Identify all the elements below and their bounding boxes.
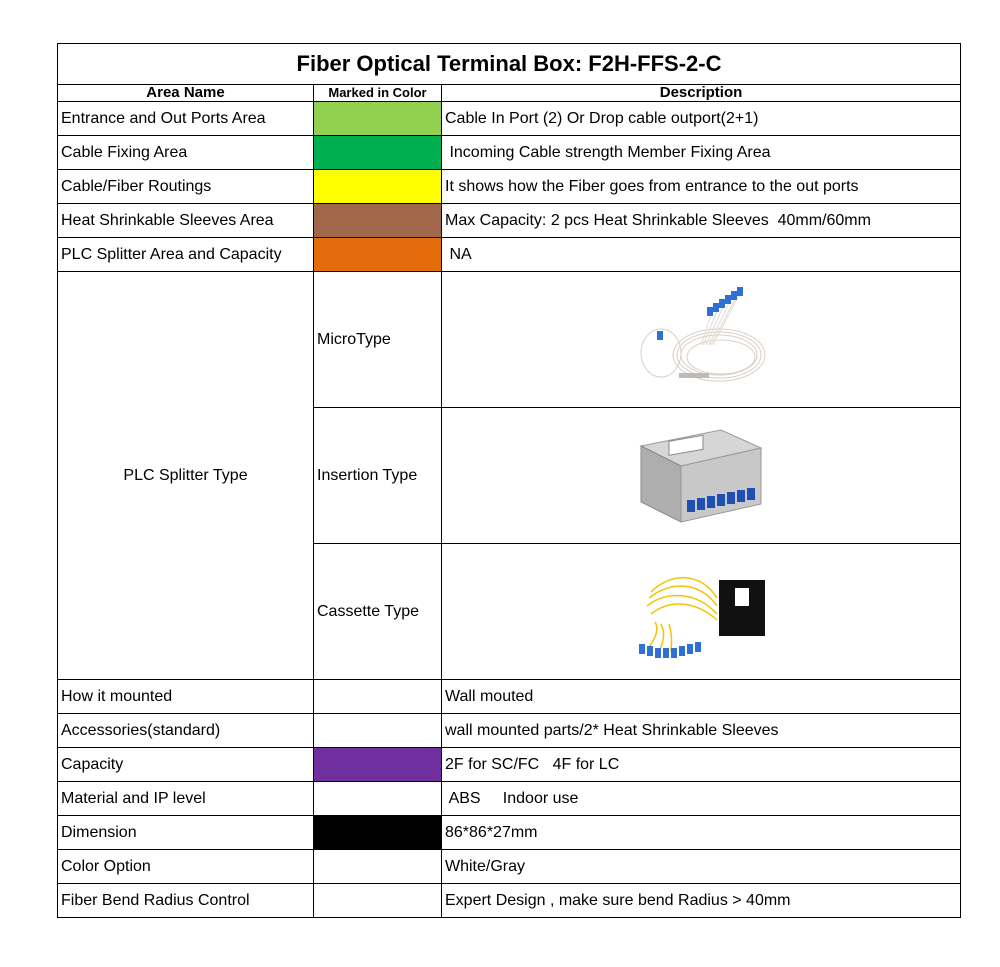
description-cell: Expert Design , make sure bend Radius > 40mm <box>442 884 961 918</box>
table-row <box>58 782 961 816</box>
color-swatch-purple <box>314 748 442 782</box>
table-row <box>58 850 961 884</box>
color-swatch-empty <box>314 782 442 816</box>
area-name-cell: Capacity <box>58 748 314 782</box>
header-description: Description <box>442 85 961 102</box>
color-swatch-empty <box>314 680 442 714</box>
description-cell: 2F for SC/FC 4F for LC <box>442 748 961 782</box>
area-name-cell: Entrance and Out Ports Area <box>58 102 314 136</box>
spec-table <box>57 43 961 918</box>
plc-splitter-type-cell: PLC Splitter Type <box>58 272 314 680</box>
micro-type-image-cell <box>442 272 961 408</box>
description-cell: NA <box>442 238 961 272</box>
color-swatch-empty <box>314 850 442 884</box>
table-row <box>58 680 961 714</box>
color-swatch-black <box>314 816 442 850</box>
cassette-type-image-cell <box>442 544 961 680</box>
color-swatch-orange <box>314 238 442 272</box>
table-title: Fiber Optical Terminal Box: F2H-FFS-2-C <box>58 44 961 85</box>
table-row <box>58 102 961 136</box>
area-name-cell: Dimension <box>58 816 314 850</box>
area-name-cell: Accessories(standard) <box>58 714 314 748</box>
table-row <box>58 170 961 204</box>
description-cell: White/Gray <box>442 850 961 884</box>
table-row <box>58 238 961 272</box>
color-swatch-empty <box>314 714 442 748</box>
description-cell: It shows how the Fiber goes from entrance to the out ports <box>442 170 961 204</box>
description-cell: ABS Indoor use <box>442 782 961 816</box>
color-swatch-light-green <box>314 102 442 136</box>
description-cell: wall mounted parts/2* Heat Shrinkable Sleeves <box>442 714 961 748</box>
table-row <box>58 136 961 170</box>
insertion-splitter-image <box>631 426 771 526</box>
area-name-cell: Fiber Bend Radius Control <box>58 884 314 918</box>
cassette-splitter-image <box>631 562 771 662</box>
description-cell: Max Capacity: 2 pcs Heat Shrinkable Sleeves 40mm/60mm <box>442 204 961 238</box>
area-name-cell: Cable Fixing Area <box>58 136 314 170</box>
area-name-cell: How it mounted <box>58 680 314 714</box>
area-name-cell: Material and IP level <box>58 782 314 816</box>
table-row <box>58 748 961 782</box>
table-row <box>58 272 961 408</box>
header-area-name: Area Name <box>58 85 314 102</box>
area-name-cell: Cable/Fiber Routings <box>58 170 314 204</box>
insertion-type-image-cell <box>442 408 961 544</box>
area-name-cell: Color Option <box>58 850 314 884</box>
description-cell: Cable In Port (2) Or Drop cable outport(2+1) <box>442 102 961 136</box>
table-row <box>58 884 961 918</box>
splitter-type-label: Cassette Type <box>314 544 442 680</box>
color-swatch-empty <box>314 884 442 918</box>
area-name-cell: PLC Splitter Area and Capacity <box>58 238 314 272</box>
micro-splitter-image <box>631 285 771 395</box>
description-cell: Wall mouted <box>442 680 961 714</box>
color-swatch-brown <box>314 204 442 238</box>
area-name-cell: Heat Shrinkable Sleeves Area <box>58 204 314 238</box>
description-cell: 86*86*27mm <box>442 816 961 850</box>
splitter-type-label: Insertion Type <box>314 408 442 544</box>
table-row <box>58 714 961 748</box>
description-cell: Incoming Cable strength Member Fixing Area <box>442 136 961 170</box>
table-row <box>58 816 961 850</box>
splitter-type-label: MicroType <box>314 272 442 408</box>
header-marked-in-color: Marked in Color <box>314 85 442 102</box>
table-row <box>58 204 961 238</box>
color-swatch-green <box>314 136 442 170</box>
color-swatch-yellow <box>314 170 442 204</box>
